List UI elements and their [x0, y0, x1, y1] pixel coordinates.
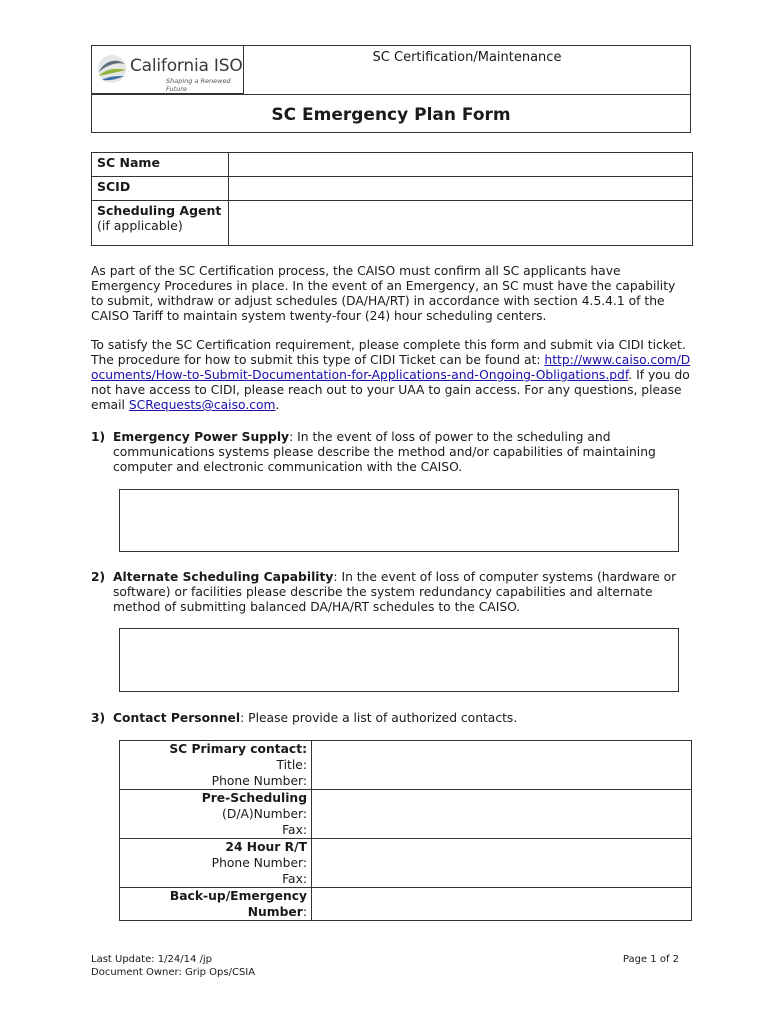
sc-name-label: SC Name [92, 153, 229, 177]
scheduling-agent-field[interactable] [229, 201, 693, 246]
email-link[interactable]: SCRequests@caiso.com [128, 398, 276, 412]
question-2 [91, 570, 681, 615]
table-row [92, 153, 693, 177]
phone-number-label: Phone Number: [120, 773, 312, 790]
logo [92, 46, 244, 94]
fax-label: Fax: [120, 822, 312, 839]
title-label: Title: [120, 757, 312, 773]
question-3-text: : Please provide a list of authorized contacts. [240, 711, 518, 725]
scid-label: SCID [92, 177, 229, 201]
table-row [120, 839, 692, 856]
table-row [120, 871, 692, 888]
intro-paragraph-1: As part of the SC Certification process, the CAISO must confirm all SC applicants have Emergency Procedures in place. In the event of an Emergency, an SC must have the capability to submit, withdraw or adjust schedules (DA/HA/RT) in accordance with section 4.5.4.1 of the CAISO Tariff to maintain system twenty-four (24) hour scheduling centers. [91, 264, 676, 323]
scid-field[interactable] [229, 177, 693, 201]
rt-fax-label: Fax: [120, 871, 312, 888]
scheduling-agent-label-text: Scheduling Agent [97, 203, 222, 218]
backup-emergency-label [120, 888, 312, 921]
rt-phone-number-field[interactable] [312, 855, 692, 871]
rt-fax-field[interactable] [312, 871, 692, 888]
document-subtitle: SC Certification/Maintenance [372, 50, 562, 65]
sc-info-table [91, 152, 693, 246]
table-row [120, 790, 692, 807]
intro-paragraph-2-text: To satisfy the SC Certification requirement, please complete this form and submit via CIDI ticket. The procedure for how to submit this type of CIDI Ticket can be found at: [91, 338, 686, 367]
table-row [120, 855, 692, 871]
question-1-body [113, 430, 681, 475]
intro-paragraph-2-end: . [275, 398, 280, 412]
intro-paragraph-2 [91, 338, 691, 413]
table-row [120, 741, 692, 758]
da-number-field[interactable] [312, 806, 692, 822]
table-row [120, 806, 692, 822]
title-field[interactable] [312, 757, 692, 773]
emergency-power-supply-answer[interactable] [119, 489, 679, 552]
fax-field[interactable] [312, 822, 692, 839]
documentation-link[interactable]: http://www.caiso.com/Documents/How-to-Submit-Documentation-for-Applications-and-Ongoing-Obligations.pdf [91, 353, 691, 382]
question-1-title: Emergency Power Supply [113, 430, 290, 444]
question-2-title: Alternate Scheduling Capability [113, 570, 334, 584]
table-row [120, 773, 692, 790]
question-3-body [113, 711, 681, 726]
california-iso-logo-icon [96, 52, 128, 86]
last-update: Last Update: 1/24/14 /jp [91, 954, 212, 965]
table-row [120, 888, 692, 921]
logo-name: California ISO [130, 56, 243, 76]
backup-emergency-label-line1: Back-up/Emergency [169, 889, 307, 903]
question-1-text: : In the event of loss of power to the scheduling and communications systems please describe the method and/or capabilities of maintaining computer and electronic communication with the CAISO. [113, 430, 656, 474]
table-row [92, 201, 693, 246]
sc-primary-contact-field[interactable] [312, 741, 692, 758]
question-1 [91, 430, 681, 475]
table-row [92, 177, 693, 201]
pre-scheduling-field[interactable] [312, 790, 692, 807]
question-3 [91, 711, 681, 726]
footer-left [91, 953, 255, 979]
backup-number-label: Number [247, 905, 303, 919]
sc-name-field[interactable] [229, 153, 693, 177]
sc-primary-contact-label: SC Primary contact: [120, 741, 312, 758]
contact-table [119, 740, 692, 921]
pre-scheduling-label: Pre-Scheduling [120, 790, 312, 807]
alternate-scheduling-answer[interactable] [119, 628, 679, 692]
backup-emergency-label-line2 [124, 904, 307, 920]
question-2-text: : In the event of loss of computer systems (hardware or software) or facilities please describe the system redundancy capabilities and alternate method of submitting balanced DA/HA/RT schedules to the CAISO. [113, 570, 677, 614]
da-number-label: (D/A)Number: [120, 806, 312, 822]
page-number: Page 1 of 2 [622, 954, 679, 965]
table-row [120, 757, 692, 773]
rt-24-hour-field[interactable] [312, 839, 692, 856]
document-owner: Document Owner: Grip Ops/CSIA [91, 967, 256, 978]
question-3-title: Contact Personnel [113, 711, 241, 725]
backup-emergency-field[interactable] [312, 888, 692, 921]
table-row [120, 822, 692, 839]
logo-tagline: Shaping a Renewed Future [166, 77, 231, 93]
page-title: SC Emergency Plan Form [271, 105, 511, 125]
scheduling-agent-label [92, 201, 229, 246]
document-header [91, 45, 691, 133]
phone-number-field[interactable] [312, 773, 692, 790]
header-divider [92, 94, 690, 95]
question-3-number: 3) [91, 711, 106, 725]
rt-24-hour-label: 24 Hour R/T [120, 839, 312, 856]
rt-phone-number-label: Phone Number: [120, 855, 312, 871]
intro-paragraph-2-continued: . If you do not have access to CIDI, please reach out to your UAA to gain access. For any questions, please email [91, 368, 690, 412]
question-2-body [113, 570, 681, 615]
question-2-number: 2) [91, 570, 106, 584]
backup-number-colon: : [302, 905, 307, 919]
question-1-number: 1) [91, 430, 106, 444]
scheduling-agent-sublabel: (if applicable) [97, 218, 183, 233]
